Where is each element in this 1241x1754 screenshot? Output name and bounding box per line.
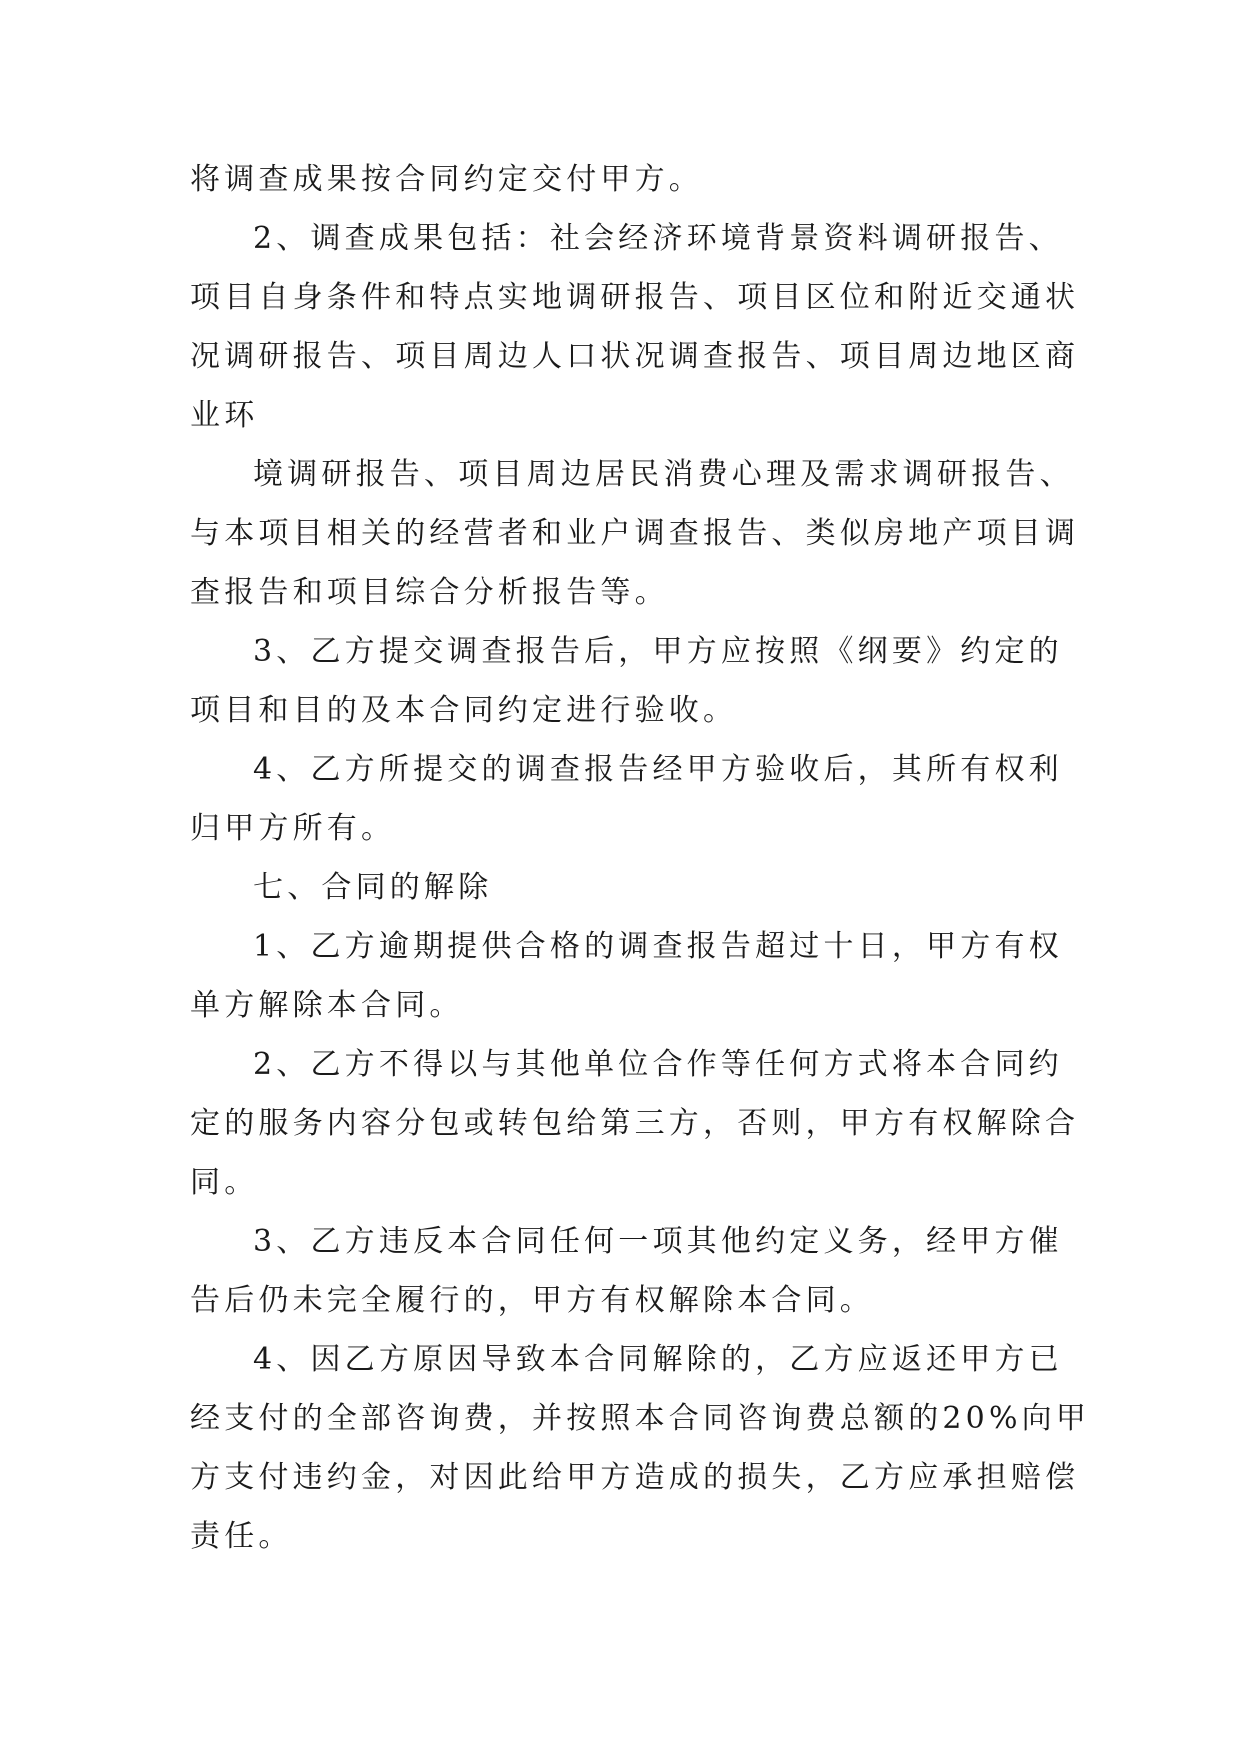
text-line: 3、乙方违反本合同任何一项其他约定义务，经甲方催 — [253, 1224, 1063, 1259]
text-line: 2、调查成果包括：社会经济环境背景资料调研报告、 — [253, 221, 1063, 256]
text-line: 4、乙方所提交的调查报告经甲方验收后，其所有权利 — [253, 752, 1063, 787]
text-line: 定的服务内容分包或转包给第三方，否则，甲方有权解除合 — [190, 1106, 1080, 1141]
text-line: 责任。 — [190, 1519, 293, 1554]
text-line: 境调研报告、项目周边居民消费心理及需求调研报告、 — [253, 457, 1074, 492]
text-line: 告后仍未完全履行的，甲方有权解除本合同。 — [190, 1283, 874, 1318]
text-line: 项目自身条件和特点实地调研报告、项目区位和附近交通状 — [190, 280, 1080, 315]
text-line: 方支付违约金，对因此给甲方造成的损失，乙方应承担赔偿 — [190, 1460, 1080, 1495]
text-line: 业环 — [190, 398, 259, 433]
text-line: 归甲方所有。 — [190, 811, 396, 846]
section-heading: 七、合同的解除 — [253, 870, 493, 905]
document-body — [190, 150, 1091, 1566]
text-line: 同。 — [190, 1165, 259, 1200]
text-line: 与本项目相关的经营者和业户调查报告、类似房地产项目调 — [190, 516, 1080, 551]
text-line: 项目和目的及本合同约定进行验收。 — [190, 693, 738, 728]
text-line: 3、乙方提交调查报告后，甲方应按照《纲要》约定的 — [253, 634, 1063, 669]
text-line: 经支付的全部咨询费，并按照本合同咨询费总额的20%向甲 — [190, 1401, 1091, 1436]
text-line: 将调查成果按合同约定交付甲方。 — [190, 162, 703, 197]
text-line: 1、乙方逾期提供合格的调查报告超过十日，甲方有权 — [253, 929, 1063, 964]
text-line: 4、因乙方原因导致本合同解除的，乙方应返还甲方已 — [253, 1342, 1063, 1377]
text-line: 况调研报告、项目周边人口状况调查报告、项目周边地区商 — [190, 339, 1080, 374]
text-line: 查报告和项目综合分析报告等。 — [190, 575, 669, 610]
text-line: 2、乙方不得以与其他单位合作等任何方式将本合同约 — [253, 1047, 1063, 1082]
text-line: 单方解除本合同。 — [190, 988, 464, 1023]
